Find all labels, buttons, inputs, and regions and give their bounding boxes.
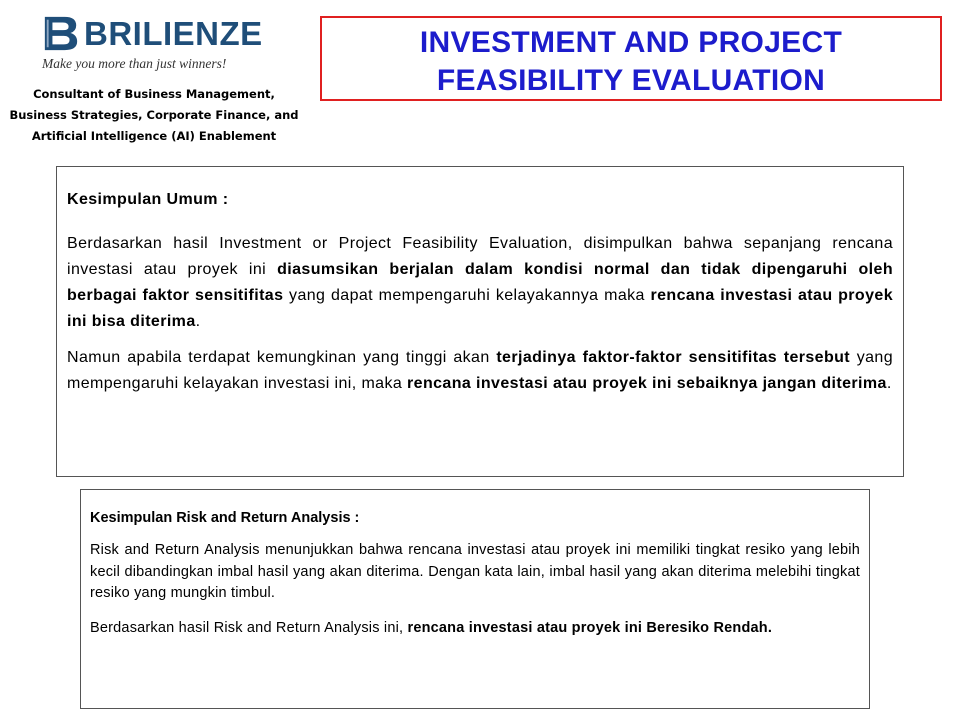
bold-run: rencana investasi atau proyek ini bisa diterima xyxy=(67,287,893,330)
text-run: Berdasarkan hasil Risk and Return Analysis ini, xyxy=(90,619,408,636)
title-box xyxy=(320,16,942,101)
text-run: Namun apabila terdapat kemungkinan yang tinggi akan xyxy=(67,349,497,366)
general-conclusion-heading: Kesimpulan Umum : xyxy=(67,191,229,208)
page-title-line-2: FEASIBILITY EVALUATION xyxy=(436,64,826,97)
consultant-line-2: Business Strategies, Corporate Finance, and xyxy=(9,108,299,122)
bold-run: rencana investasi atau proyek ini Beresiko Rendah. xyxy=(407,619,773,636)
text-run: . xyxy=(195,313,201,330)
consultant-line-3: Artificial Intelligence (AI) Enablement xyxy=(31,129,277,143)
consultant-description xyxy=(4,84,304,147)
text-run: yang dapat mempengaruhi kelayakannya maka xyxy=(283,287,651,304)
general-conclusion-paragraph-2 xyxy=(67,345,893,397)
bold-run: rencana investasi atau proyek ini sebaiknya jangan diterima xyxy=(407,375,887,392)
consultant-line-1: Consultant of Business Management, xyxy=(33,87,275,101)
brand-name: BRILIENZE xyxy=(84,15,263,52)
brand-logo xyxy=(40,12,270,76)
bold-run: diasumsikan berjalan dalam kondisi normal dan tidak dipengaruhi oleh berbagai faktor sensitifitas xyxy=(67,261,893,304)
general-conclusion-paragraph-1 xyxy=(67,231,893,335)
page-title-line-1: INVESTMENT AND PROJECT xyxy=(419,26,843,59)
brand-logo-mark-icon xyxy=(42,14,80,52)
risk-return-paragraph-1: Risk and Return Analysis menunjukkan bahwa rencana investasi atau proyek ini memiliki tingkat resiko yang lebih kecil dibandingkan imbal hasil yang akan diterima. Dengan kata lain, imbal hasil yang akan diterima melebihi tingkat resiko yang mungkin timbul. xyxy=(90,542,860,601)
risk-return-heading: Kesimpulan Risk and Return Analysis : xyxy=(90,510,360,526)
text-run: Berdasarkan hasil Investment or Project Feasibility Evaluation, disimpulkan bahwa sepanjang rencana investasi atau proyek ini xyxy=(67,235,893,278)
text-run: yang mempengaruhi kelayakan investasi ini, maka xyxy=(67,349,894,392)
text-run: . xyxy=(886,375,892,392)
bold-run: terjadinya faktor-faktor sensitifitas tersebut xyxy=(496,349,851,366)
brand-tagline: Make you more than just winners! xyxy=(42,56,227,71)
general-conclusion-panel xyxy=(56,166,904,477)
page-title xyxy=(322,24,940,100)
risk-return-conclusion-panel xyxy=(80,489,870,709)
risk-return-paragraph-2 xyxy=(90,618,860,640)
